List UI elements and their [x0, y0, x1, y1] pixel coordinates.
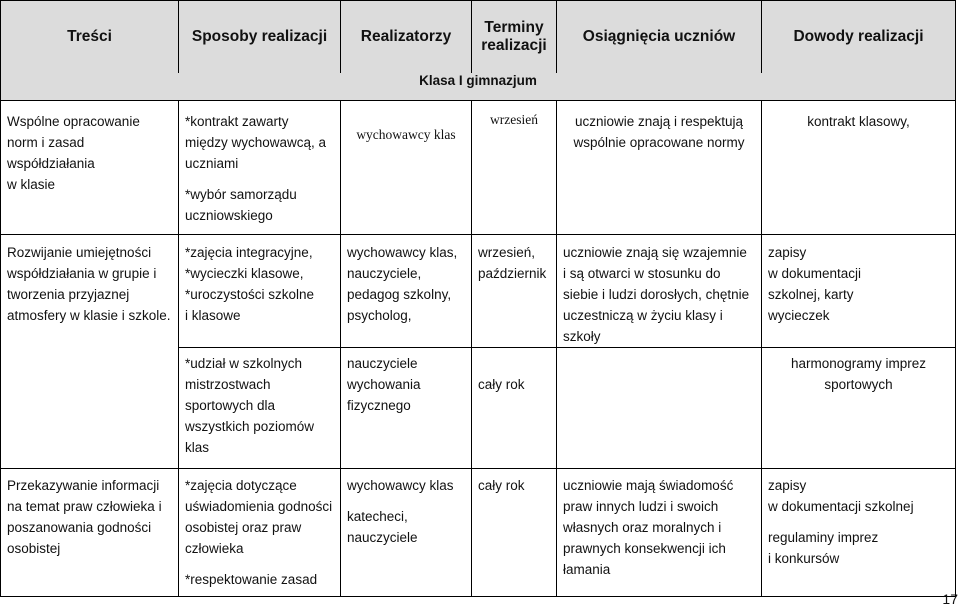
row2-terminy: wrzesień, październik — [472, 235, 557, 348]
row3-terminy: cały rok — [472, 348, 557, 469]
row2-osiagniecia: uczniowie znają się wzajemnie i są otwarci w stosunku do siebie i ludzi dorosłych, chętnie uczestniczą w życiu klasy i szkoły — [557, 235, 762, 348]
header-osiagniecia: Osiągnięcia uczniów — [557, 1, 762, 73]
row1-realizatorzy: wychowawcy klas — [341, 101, 472, 235]
row4-realizatorzy: wychowawcy klas katecheci, nauczyciele — [341, 469, 472, 597]
header-realizatorzy: Realizatorzy — [341, 1, 472, 73]
row2-sposoby: *zajęcia integracyjne, *wycieczki klasowe, *uroczystości szkolne i klasowe — [179, 235, 341, 348]
row1-dowody: kontrakt klasowy, — [762, 101, 956, 235]
header-tresci: Treści — [1, 1, 179, 73]
row4-tresci: Przekazywanie informacji na temat praw człowieka i poszanowania godności osobistej — [1, 469, 179, 597]
row1-osiagniecia: uczniowie znają i respektują wspólnie opracowane normy — [557, 101, 762, 235]
row4-dowody: zapisy w dokumentacji szkolnej regulaminy imprez i konkursów — [762, 469, 956, 597]
header-sposoby: Sposoby realizacji — [179, 1, 341, 73]
row3-realizatorzy: nauczyciele wychowania fizycznego — [341, 348, 472, 469]
row4-sposoby: *zajęcia dotyczące uświadomienia godności osobistej oraz praw człowieka *respektowanie zasad — [179, 469, 341, 597]
header-terminy: Terminy realizacji — [472, 1, 557, 73]
row3-tresci-empty — [1, 348, 179, 469]
page-number: 17 — [942, 591, 958, 607]
row1-sposoby: *kontrakt zawarty między wychowawcą, a uczniami *wybór samorządu uczniowskiego — [179, 101, 341, 235]
class-label: Klasa I gimnazjum — [1, 73, 956, 101]
row4-terminy: cały rok — [472, 469, 557, 597]
row3-dowody: harmonogramy imprez sportowych — [762, 348, 956, 469]
row1-tresci: Wspólne opracowanie norm i zasad współdziałania w klasie — [1, 101, 179, 235]
row3-sposoby: *udział w szkolnych mistrzostwach sportowych dla wszystkich poziomów klas — [179, 348, 341, 469]
row4-osiagniecia: uczniowie mają świadomość praw innych ludzi i swoich własnych oraz moralnych i prawnych konsekwencji ich łamania — [557, 469, 762, 597]
row2-realizatorzy: wychowawcy klas, nauczyciele, pedagog szkolny, psycholog, — [341, 235, 472, 348]
row2-tresci: Rozwijanie umiejętności współdziałania w grupie i tworzenia przyjaznej atmosfery w klasie i szkole. — [1, 235, 179, 348]
row1-terminy: wrzesień — [472, 101, 557, 235]
row2-dowody: zapisy w dokumentacji szkolnej, karty wycieczek — [762, 235, 956, 348]
header-dowody: Dowody realizacji — [762, 1, 956, 73]
row3-osiagniecia-empty — [557, 348, 762, 469]
